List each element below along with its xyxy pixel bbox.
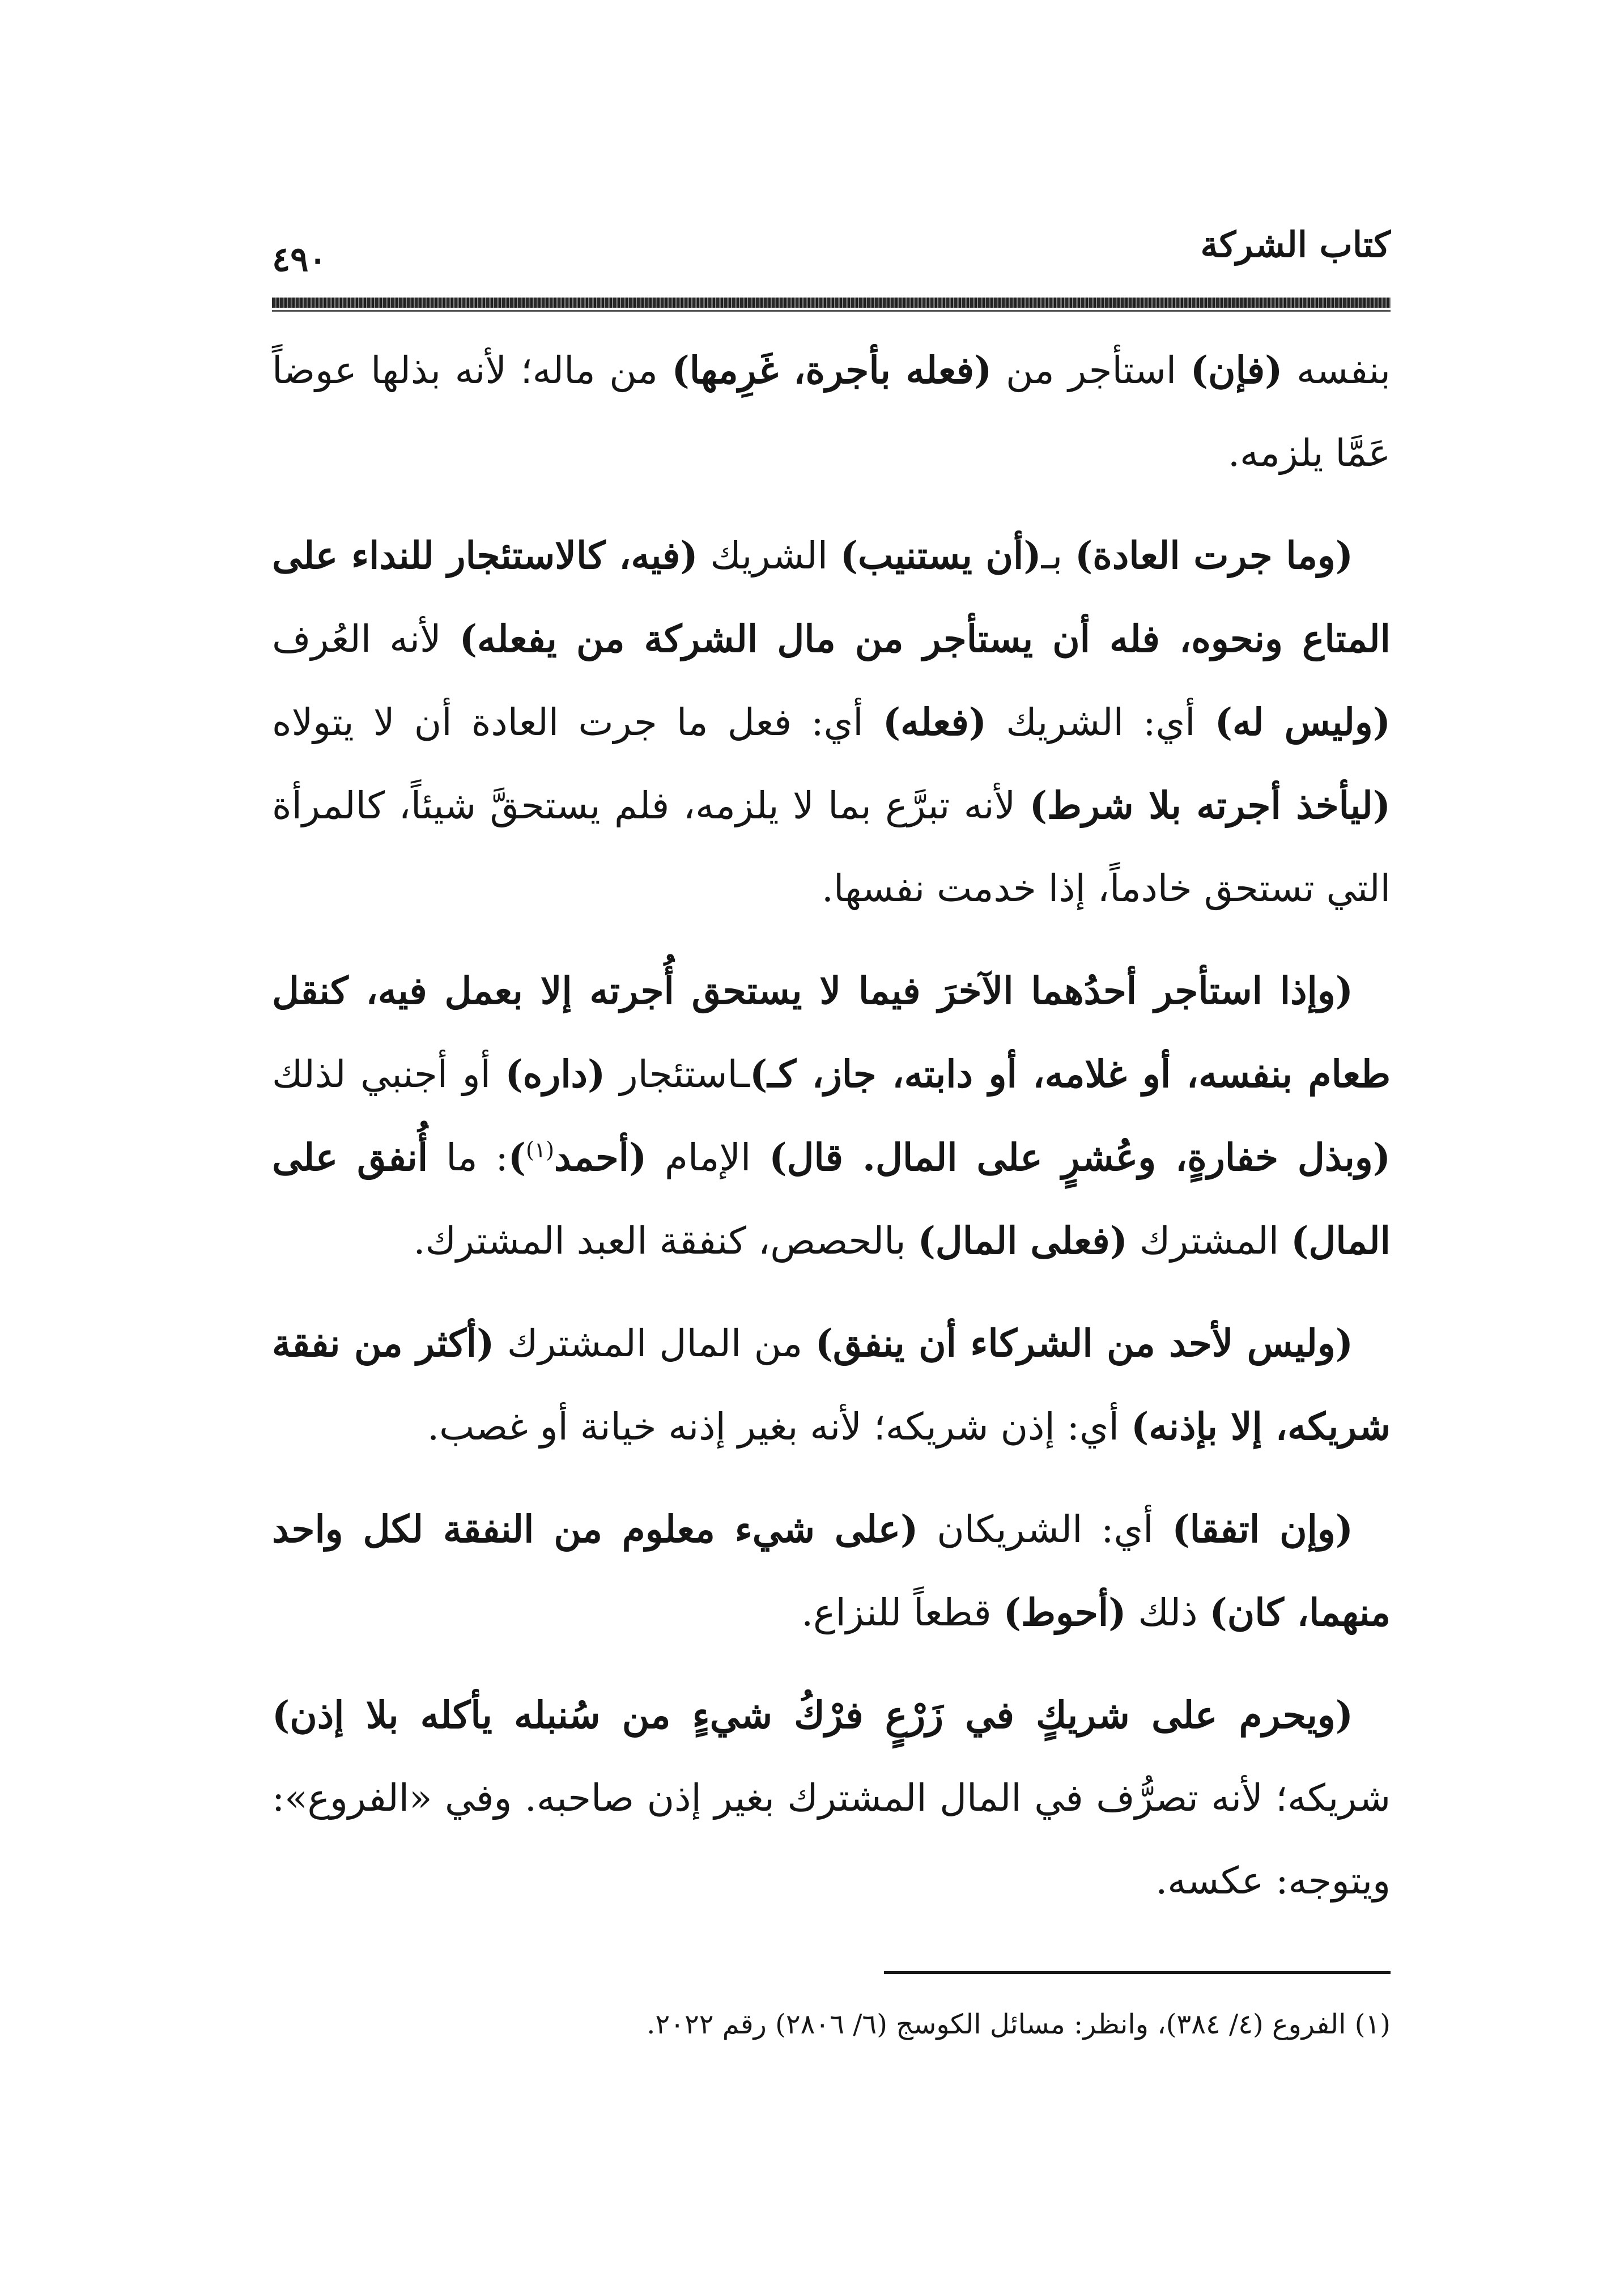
- footnote: (١) الفروع (٤/ ٣٨٤)، وانظر: مسائل الكوسج (٦/ ٢٨٠٦) رقم ٢٠٢٢.: [647, 2009, 1391, 2040]
- commentary-text: من المال المشترك: [494, 1322, 815, 1365]
- matn-text: (وليس لأحد من الشركاء أن ينفق): [815, 1321, 1354, 1365]
- commentary-text: قطعاً للنزاع.: [801, 1591, 1004, 1634]
- commentary-text: استأجر من: [992, 349, 1191, 392]
- commentary-text: أو أجنبي لذلك: [272, 1052, 505, 1096]
- matn-text: (وإذا استأجر أحدُهما الآخرَ فيما لا يستحق أُجرته إلا بعمل فيه، كنقل طعام بنفسه، أو غلامه، أو دابته، جاز، كـ): [272, 969, 1391, 1096]
- matn-text: (وبذل خفارةٍ، وعُشرٍ على المال. قال): [769, 1135, 1391, 1179]
- matn-text: (وما جرت العادة): [1075, 533, 1353, 578]
- matn-text: (أن يستنيب): [840, 533, 1041, 578]
- book-title: كتاب الشركة: [1200, 224, 1391, 265]
- matn-text: (وليس له): [1214, 700, 1391, 744]
- matn-text: (فعلى المال): [917, 1218, 1128, 1263]
- footnote-divider: [884, 1971, 1391, 1974]
- matn-text: (على شيء معلوم من النفقة لكل واحد منهما، كان): [272, 1507, 1391, 1634]
- paragraph: [272, 949, 1391, 1283]
- matn-text: (ويحرم على شريكٍ في زَرْعٍ فرْكُ شيءٍ من سُنبله يأكله بلا إذن): [272, 1693, 1354, 1737]
- matn-text: (وإن اتفقا): [1172, 1507, 1354, 1551]
- matn-text: (أحمد: [554, 1135, 647, 1179]
- paragraph: [272, 329, 1391, 495]
- commentary-text: الإمام: [647, 1136, 770, 1179]
- header-rule-thin: [272, 310, 1391, 312]
- commentary-text: بالحصص، كنفقة العبد المشترك.: [413, 1219, 918, 1263]
- commentary-text: من ماله؛ لأنه بذلها عوضاً عَمَّا يلزمه.: [272, 349, 1391, 475]
- commentary-text: شريكه؛ لأنه تصرُّف في المال المشترك بغير إذن صاحبه. وفي «الفروع»: ويتوجه: عكسه.: [272, 1776, 1391, 1903]
- matn-text: (ليأخذ أجرته بلا شرط): [1029, 783, 1391, 827]
- commentary-text: أي: فعل ما جرت العادة أن لا يتولاه: [272, 700, 883, 744]
- commentary-text: : ما: [428, 1136, 508, 1179]
- commentary-text: ـاستئجار: [605, 1052, 750, 1096]
- paragraph: [272, 1488, 1391, 1654]
- commentary-text: أي: إذن شريكه؛ لأنه بغير إذنه خيانة أو غصب.: [427, 1405, 1131, 1449]
- paragraph: [272, 514, 1391, 930]
- commentary-text: بنفسه: [1282, 349, 1391, 392]
- commentary-text: لأنه العُرف: [272, 617, 460, 661]
- main-text: [272, 329, 1391, 1942]
- commentary-text: أي: الشريك: [987, 700, 1215, 744]
- paragraph: [272, 1302, 1391, 1468]
- matn-text: أُنفق على المال): [272, 1135, 1391, 1263]
- commentary-text: ذلك: [1126, 1591, 1210, 1634]
- commentary-text: الشريك: [698, 534, 840, 578]
- commentary-text: أي: الشريكان: [918, 1508, 1172, 1551]
- matn-text: ): [508, 1135, 526, 1179]
- commentary-text: بـ: [1041, 534, 1075, 578]
- running-head: [272, 224, 1391, 298]
- page-number: ٤٩٠: [272, 240, 327, 279]
- commentary-text: المشترك: [1127, 1219, 1291, 1263]
- matn-text: (أحوط): [1003, 1590, 1126, 1634]
- matn-text: (فيه، كالاستئجار للنداء على المتاع ونحوه، فله أن يستأجر من مال الشركة من يفعله): [272, 533, 1391, 661]
- matn-text: (داره): [505, 1052, 606, 1096]
- matn-text: (فعله بأجرة، غَرِمها): [671, 348, 992, 392]
- matn-text: (فإن): [1190, 348, 1283, 392]
- commentary-text: لأنه تبرَّع بما لا يلزمه، فلم يستحقَّ شيئاً، كالمرأة التي تستحق خادماً، إذا خدمت نفسها.: [272, 784, 1391, 910]
- matn-text: (أكثر من نفقة شريكه، إلا بإذنه): [272, 1321, 1391, 1449]
- matn-text: (فعله): [882, 700, 987, 744]
- footnote-marker: (١): [525, 1137, 555, 1162]
- paragraph: [272, 1674, 1391, 1922]
- header-rule: [272, 298, 1391, 308]
